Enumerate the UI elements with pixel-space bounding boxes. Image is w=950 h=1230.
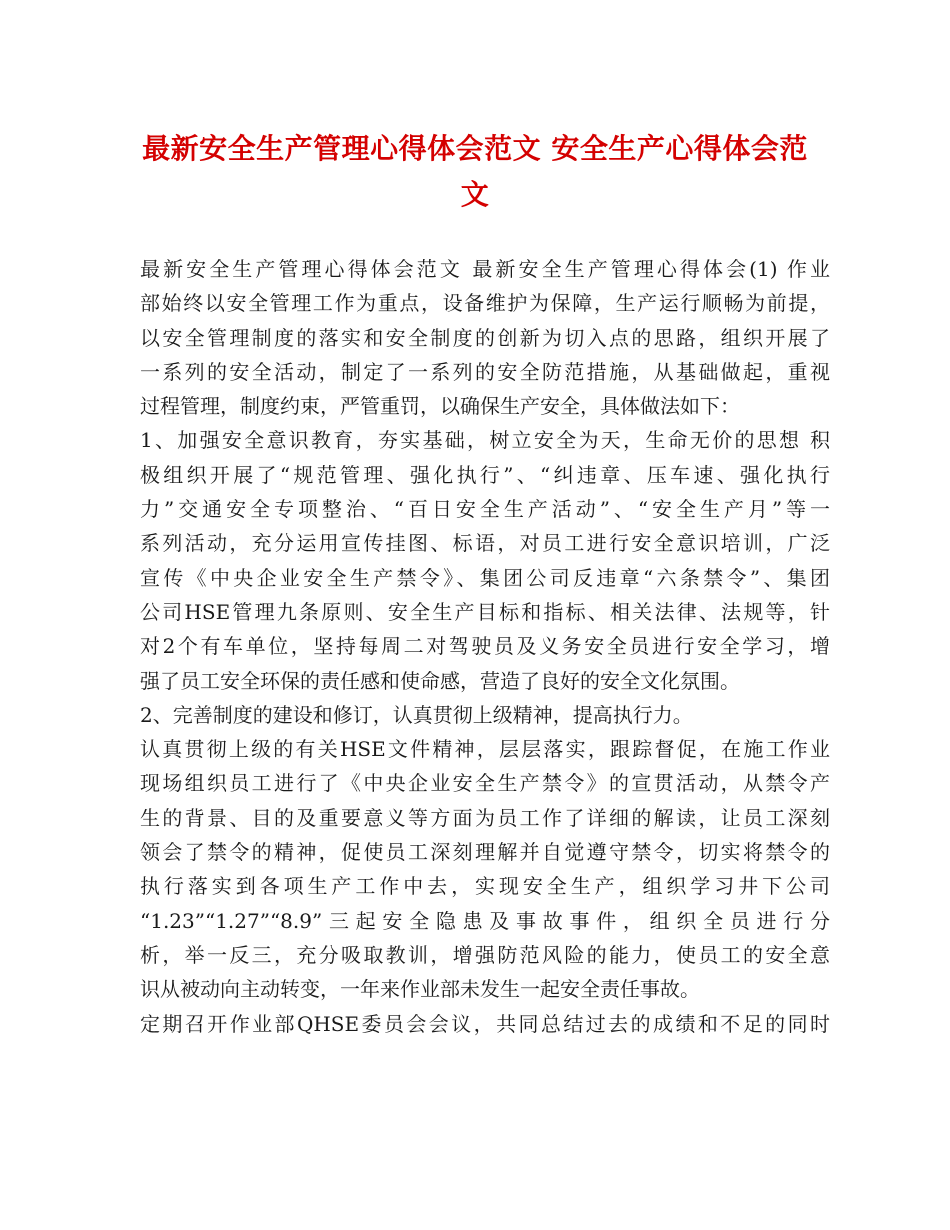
paragraph-line: 一系列的安全活动，制定了一系列的安全防范措施，从基础做起，重视 [140,359,830,384]
paragraph-line: 生的背景、目的及重要意义等方面为员工作了详细的解读，让员工深刻 [140,805,830,830]
paragraph-line: 宣传《中央企业安全生产禁令》、集团公司反违章“六条禁令”、集团 [140,565,830,590]
paragraph-line: 强了员工安全环保的责任感和使命感，营造了良好的安全文化氛围。 [140,668,740,693]
paragraph-line: 识从被动向主动转变，一年来作业部未发生一起安全责任事故。 [140,977,700,1002]
section-heading-line: 2、完善制度的建设和修订，认真贯彻上级精神，提高执行力。 [140,702,693,727]
title-line: 文 [460,178,490,211]
paragraph-line: 系列活动，充分运用宣传挂图、标语，对员工进行安全意识培训，广泛 [140,531,830,556]
paragraph-line: 力”交通安全专项整治、“百日安全生产活动”、“安全生产月”等一 [140,497,830,522]
paragraph-line: 过程管理，制度约束，严管重罚，以确保生产安全，具体做法如下： [140,394,740,419]
paragraph-line: 极组织开展了“规范管理、强化执行”、“纠违章、压车速、强化执行 [140,462,830,487]
document-body [140,252,830,1041]
title-line: 最新安全生产管理心得体会范文 安全生产心得体会范 [142,132,808,165]
paragraph-line: 公司HSE管理九条原则、安全生产目标和指标、相关法律、法规等，针 [140,599,830,624]
paragraph-line: 领会了禁令的精神，促使员工深刻理解并自觉遵守禁令，切实将禁令的 [140,840,830,865]
paragraph-line: 认真贯彻上级的有关HSE文件精神，层层落实，跟踪督促，在施工作业 [140,737,830,762]
paragraph-line: 1、加强安全意识教育，夯实基础，树立安全为天，生命无价的思想 积 [140,428,830,453]
paragraph-line: 定期召开作业部QHSE委员会会议，共同总结过去的成绩和不足的同时 [140,1011,830,1036]
paragraph-line: “1.23”“1.27”“8.9”三起安全隐患及事故事件，组织全员进行分 [140,908,830,933]
paragraph-line: 执行落实到各项生产工作中去，实现安全生产，组织学习井下公司 [140,874,830,899]
paragraph-line: 现场组织员工进行了《中央企业安全生产禁令》的宣贯活动，从禁令产 [140,771,830,796]
paragraph-line: 以安全管理制度的落实和安全制度的创新为切入点的思路，组织开展了 [140,325,830,350]
paragraph-line: 部始终以安全管理工作为重点，设备维护为保障，生产运行顺畅为前提， [140,291,830,316]
paragraph-line: 最新安全生产管理心得体会范文 最新安全生产管理心得体会(1) 作业 [140,257,830,281]
page-title [120,126,830,218]
paragraph-line: 对2个有车单位，坚持每周二对驾驶员及义务安全员进行安全学习，增 [140,634,830,659]
paragraph-line: 析，举一反三，充分吸取教训，增强防范风险的能力，使员工的安全意 [140,942,830,967]
